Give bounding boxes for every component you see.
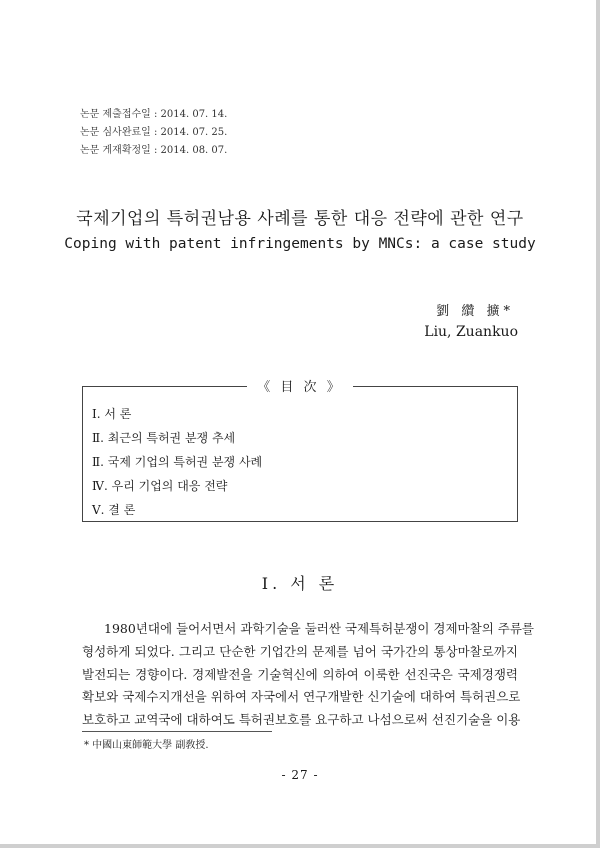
- toc-item: Ⅰ. 서 론: [92, 407, 132, 421]
- toc-title: 《 目 次 》: [247, 376, 352, 395]
- toc-title-wrap: [0, 376, 600, 395]
- page-edge-bottom: [0, 844, 600, 848]
- footnote: * 中國山東師範大學 副敎授.: [84, 740, 209, 751]
- body-line: 확보와 국제수지개선을 위하여 자국에서 연구개발한 신기술에 대하여 특허권으로: [82, 689, 521, 705]
- page-number: - 27 -: [281, 768, 319, 782]
- paper-title-korean: 국제기업의 특허권남용 사례를 통한 대응 전략에 관한 연구: [76, 209, 524, 229]
- toc-item: Ⅴ. 결 론: [92, 503, 136, 517]
- section-heading: Ⅰ. 서 론: [261, 574, 339, 593]
- author-name-hanja: 劉 纘 擴*: [436, 304, 514, 319]
- date-accepted: 논문 게재확정일 : 2014. 08. 07.: [80, 145, 228, 156]
- body-line: 보호하고 교역국에 대하여도 특허권보호를 요구하고 나섬으로써 선진기술을 이용: [82, 712, 521, 728]
- body-line: 형성하게 되었다. 그리고 단순한 기업간의 문제를 넘어 국가간의 통상마찰로까지: [82, 643, 518, 659]
- body-line: 발전되는 경향이다. 경제발전을 기술혁신에 의하여 이룩한 선진국은 국제경쟁력: [82, 666, 518, 682]
- body-paragraph: [82, 618, 534, 732]
- toc-list: [92, 402, 262, 522]
- submission-dates: [80, 106, 227, 160]
- toc-item: Ⅱ. 최근의 특허권 분쟁 추세: [92, 431, 236, 445]
- page-edge-right: [596, 0, 600, 848]
- footnote-rule: [82, 731, 272, 732]
- date-submitted: 논문 제출접수일 : 2014. 07. 14.: [80, 109, 228, 120]
- toc-item: Ⅳ. 우리 기업의 대응 전략: [92, 479, 228, 493]
- body-line: 1980년대에 들어서면서 과학기술을 둘러싼 국제특허분쟁이 경제마찰의 주류를: [104, 621, 534, 636]
- paper-title-english: Coping with patent infringements by MNCs: a case study: [64, 236, 536, 252]
- author-name-romanized: Liu, Zuankuo: [424, 324, 518, 340]
- date-reviewed: 논문 심사완료일 : 2014. 07. 25.: [80, 127, 228, 138]
- toc-item: Ⅱ. 국제 기업의 특허권 분쟁 사례: [92, 455, 263, 469]
